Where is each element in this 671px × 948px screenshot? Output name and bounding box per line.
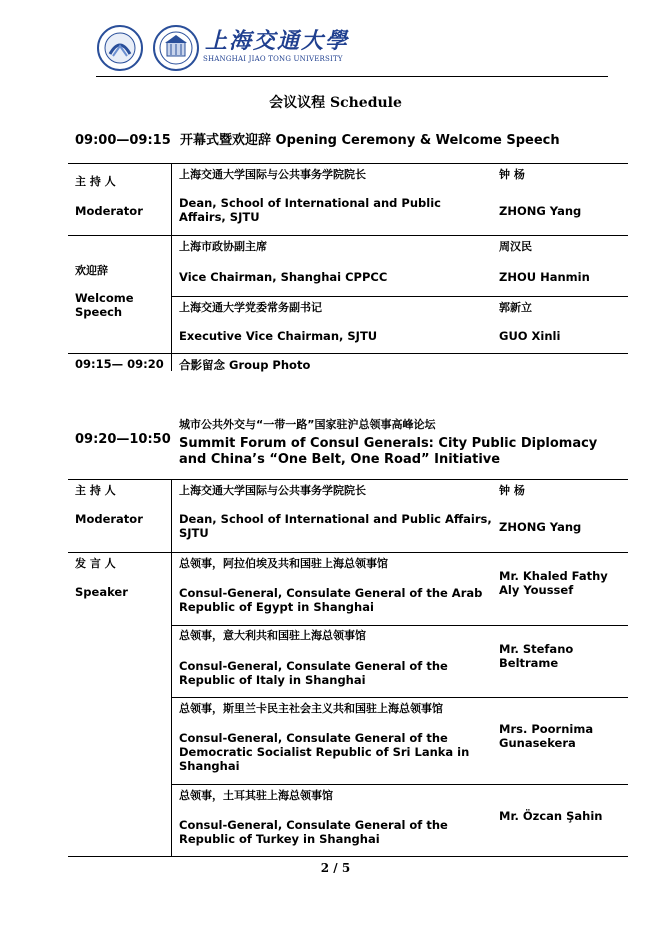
role-label-cn: 发 言 人 bbox=[75, 557, 116, 570]
table-column-rule bbox=[171, 479, 172, 856]
table-rule bbox=[171, 296, 628, 297]
speaker-title-en: Consul-General, Consulate General of the Democratic Socialist Republic of Sri Lanka in Shanghai bbox=[179, 731, 470, 773]
role-label-cn: 欢迎辞 bbox=[75, 264, 108, 277]
session-time: 09:20—10:50 bbox=[75, 432, 171, 447]
session-time: 09:15— 09:20 bbox=[75, 357, 164, 371]
speaker-title-en: Executive Vice Chairman, SJTU bbox=[179, 329, 378, 343]
table-rule bbox=[171, 625, 628, 626]
speaker-title-cn: 总领事，土耳其驻上海总领事馆 bbox=[179, 789, 333, 802]
table-rule bbox=[68, 235, 628, 236]
table-rule bbox=[171, 784, 628, 785]
speaker-name-en: ZHONG Yang bbox=[499, 204, 582, 218]
role-label-en: Moderator bbox=[75, 512, 143, 526]
speaker-title-cn: 上海交通大学国际与公共事务学院院长 bbox=[179, 484, 366, 497]
session-title: 开幕式暨欢迎辞 Opening Ceremony & Welcome Speech bbox=[180, 133, 560, 148]
speaker-title-en: Dean, School of International and Public Affairs, SJTU bbox=[179, 512, 492, 540]
session-title-cn: 城市公共外交与“一带一路”国家驻沪总领事高峰论坛 bbox=[179, 418, 436, 431]
speaker-name-en: ZHOU Hanmin bbox=[499, 270, 590, 284]
session-time: 09:00—09:15 bbox=[75, 133, 171, 148]
table-rule bbox=[68, 552, 628, 553]
speaker-title-cn: 上海市政协副主席 bbox=[179, 240, 267, 253]
role-label-en: Speaker bbox=[75, 585, 128, 599]
table-column-rule bbox=[171, 163, 172, 353]
speaker-name-cn: 钟 杨 bbox=[499, 484, 525, 497]
table-rule bbox=[68, 353, 628, 354]
speaker-title-cn: 总领事，意大利共和国驻上海总领事馆 bbox=[179, 629, 366, 642]
speaker-name-en: ZHONG Yang bbox=[499, 520, 582, 534]
role-label-cn: 主 持 人 bbox=[75, 175, 116, 188]
speaker-name-en: Mr. Khaled Fathy Aly Youssef bbox=[499, 569, 608, 597]
speaker-title-cn: 总领事，斯里兰卡民主社会主义共和国驻上海总领事馆 bbox=[179, 702, 443, 715]
speaker-name-cn: 周汉民 bbox=[499, 240, 532, 253]
table-column-rule bbox=[171, 353, 172, 371]
speaker-name-en: Mrs. Poornima Gunasekera bbox=[499, 722, 594, 750]
session-title: 合影留念 Group Photo bbox=[179, 358, 311, 372]
speaker-title-cn: 总领事，阿拉伯埃及共和国驻上海总领事馆 bbox=[179, 557, 388, 570]
session-title-en: Summit Forum of Consul Generals: City Public Diplomacy and China’s “One Belt, One Road” Initiative bbox=[179, 436, 598, 467]
header-divider bbox=[96, 76, 608, 77]
brand-name-cn: 上海交通大學 bbox=[205, 28, 350, 54]
speaker-title-en: Dean, School of International and Public Affairs, SJTU bbox=[179, 196, 441, 224]
speaker-title-en: Consul-General, Consulate General of the Republic of Italy in Shanghai bbox=[179, 659, 448, 687]
speaker-name-en: GUO Xinli bbox=[499, 329, 561, 343]
brand-name-en: SHANGHAI JIAO TONG UNIVERSITY bbox=[203, 55, 343, 63]
table-rule bbox=[68, 856, 628, 857]
role-label-en: Welcome Speech bbox=[75, 291, 134, 319]
university-seal-icon bbox=[152, 24, 200, 72]
speaker-title-en: Consul-General, Consulate General of the Republic of Turkey in Shanghai bbox=[179, 818, 448, 846]
speaker-name-cn: 钟 杨 bbox=[499, 168, 525, 181]
role-label-en: Moderator bbox=[75, 204, 143, 218]
speaker-title-en: Consul-General, Consulate General of the Arab Republic of Egypt in Shanghai bbox=[179, 586, 483, 614]
speaker-name-cn: 郭新立 bbox=[499, 301, 532, 314]
table-rule bbox=[68, 479, 628, 480]
page-title: 会议议程 Schedule bbox=[269, 95, 402, 111]
speaker-title-en: Vice Chairman, Shanghai CPPCC bbox=[179, 270, 388, 284]
role-label-cn: 主 持 人 bbox=[75, 484, 116, 497]
table-rule bbox=[68, 163, 628, 164]
speaker-name-en: Mr. Stefano Beltrame bbox=[499, 642, 574, 670]
speaker-name-en: Mr. Özcan Şahin bbox=[499, 809, 603, 823]
page-number: 2 / 5 bbox=[320, 861, 351, 875]
school-emblem-icon bbox=[96, 24, 144, 72]
speaker-title-cn: 上海交通大学党委常务副书记 bbox=[179, 301, 322, 314]
table-rule bbox=[171, 697, 628, 698]
speaker-title-cn: 上海交通大学国际与公共事务学院院长 bbox=[179, 168, 366, 181]
